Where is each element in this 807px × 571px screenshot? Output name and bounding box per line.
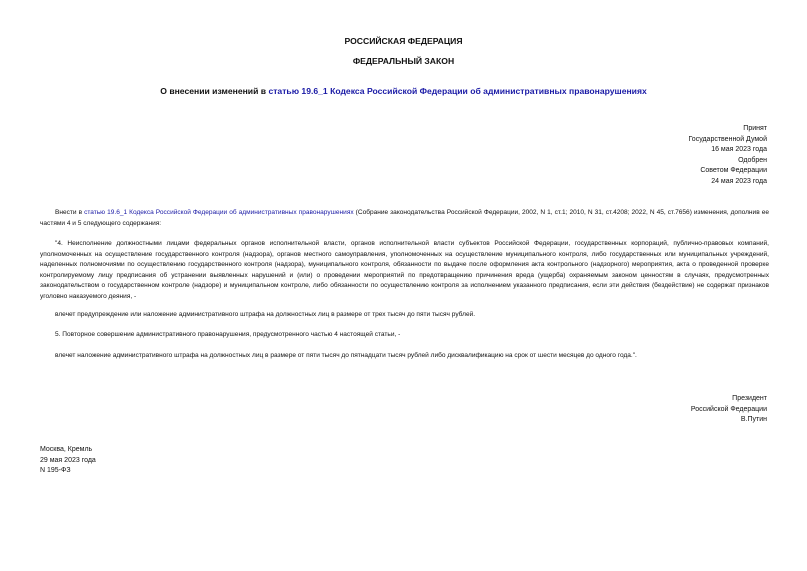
place: Москва, Кремль bbox=[40, 446, 93, 453]
part-4-paragraph: "4. Неисполнение должностными лицами федеральных органов исполнительной власти, органов исполнительной власти субъектов Российской Федерации, государственных корпораций, публично-правовых компаний, уполномоченных на осуществление государственного контроля (надзора), органов местного самоуправления, уполномоченных на осуществление муниципального контроля, либо государственных или муниципальных учреждений, наделенных полномочиями по осуществлению государственного контроля (надзора), муниципального контроля, обязанности по выдаче после оформления акта контрольного (надзорного) мероприятия, акта о проведенной проверке контролируемому лицу предписания об устранении выявленных нарушений и (или) о проведении мероприятий по предотвращению причинения вреда (ущерба) охраняемым законом ценностям в случаях, предусмотренных законодательством о государственном контроле (надзоре) и муниципальном контроле, либо обязанности по осуществлению контроля за исполнением указанного предписания, если эти действия (бездействие) не содержат признаков уголовно наказуемого деяния, - bbox=[40, 240, 769, 300]
federation-heading: РОССИЙСКАЯ ФЕДЕРАЦИЯ bbox=[344, 36, 463, 46]
law-type-heading: ФЕДЕРАЛЬНЫЙ ЗАКОН bbox=[352, 56, 455, 66]
signing-date: 29 мая 2023 года bbox=[40, 456, 96, 464]
place-date-block bbox=[40, 445, 96, 477]
part-4-penalty: влечет предупреждение или наложение административного штрафа на должностных лиц в размере от трех тысяч до пяти тысяч рублей. bbox=[55, 311, 476, 318]
signature-block bbox=[691, 394, 767, 426]
adoption-line: 16 мая 2023 года bbox=[711, 146, 767, 153]
adoption-block bbox=[688, 124, 767, 187]
part-5-penalty: влечет наложение административного штрафа на должностных лиц в размере от пяти тысяч до пятнадцати тысяч рублей либо дисквалификацию на срок от шести месяцев до одного года.". bbox=[55, 352, 637, 359]
intro-paragraph bbox=[40, 208, 769, 229]
approval-line: 24 мая 2023 года bbox=[711, 177, 767, 185]
law-number: N 195-ФЗ bbox=[40, 467, 71, 474]
part-5-paragraph: 5. Повторное совершение административного правонарушения, предусмотренного частью 4 настоящей статьи, - bbox=[55, 331, 401, 338]
adoption-line: Государственной Думой bbox=[688, 135, 767, 143]
intro-article-link[interactable]: статью 19.6_1 Кодекса Российской Федерации об административных правонарушениях bbox=[84, 209, 354, 216]
signature-title: Президент bbox=[732, 395, 767, 402]
signature-country: Российской Федерации bbox=[690, 405, 767, 413]
law-title-prefix: О внесении изменений в bbox=[160, 86, 269, 96]
approval-line: Советом Федерации bbox=[700, 167, 767, 174]
adoption-line: Принят bbox=[743, 125, 767, 132]
approval-line: Одобрен bbox=[738, 156, 767, 164]
intro-prefix: Внести в bbox=[55, 209, 85, 216]
intro-rest: (Собрание законодательства Российской Федерации, 2002, N 1, ст.1; 2010, N 31, ст.4208; 2022, N 45, ст.7656) изменения, дополнив ее частями 4 и 5 следующего содержания: bbox=[40, 209, 769, 227]
law-title bbox=[0, 86, 807, 97]
signature-name: В.Путин bbox=[740, 416, 767, 423]
law-title-link[interactable]: статью 19.6_1 Кодекса Российской Федерации об административных правонарушениях bbox=[268, 86, 647, 96]
